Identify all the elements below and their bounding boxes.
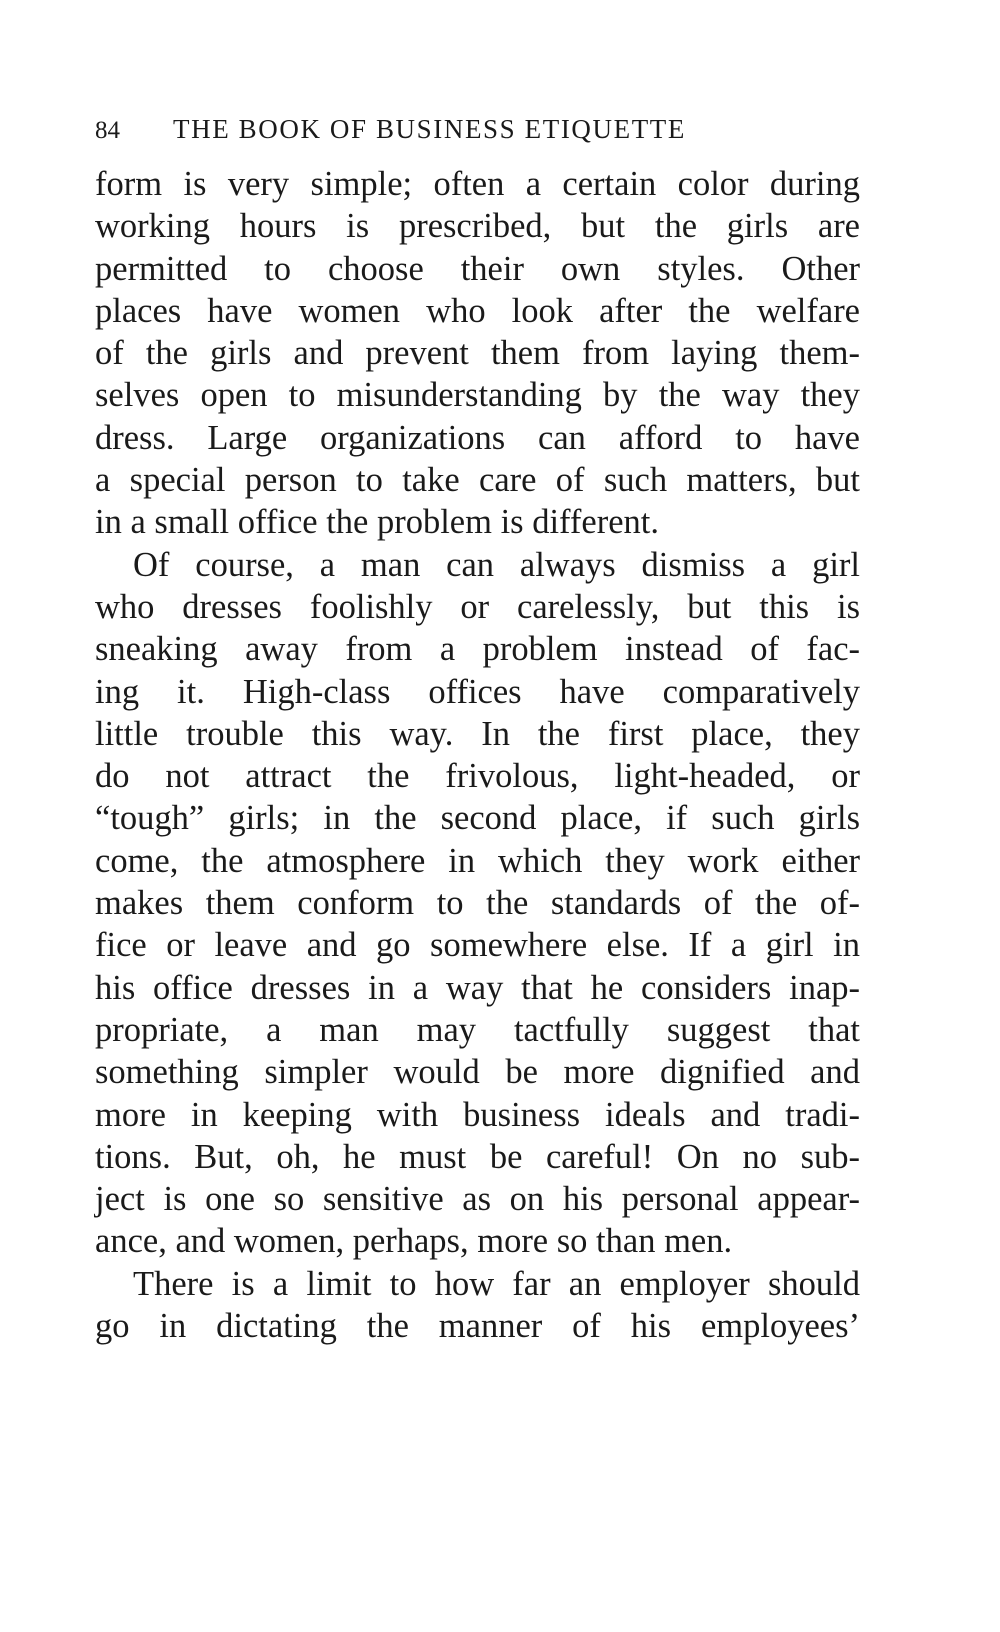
text-line: sneaking away from a problem instead of fac- xyxy=(95,630,860,669)
paragraph-end-line: ance, and women, perhaps, more so than men. xyxy=(95,1222,733,1261)
paragraph-start-line: Of course, a man can always dismiss a girl xyxy=(133,545,860,584)
page-number: 84 xyxy=(95,117,120,144)
text-line: dress. Large organizations can afford to have xyxy=(95,418,860,457)
text-line: fice or leave and go somewhere else. If a girl in xyxy=(95,926,860,965)
text-line: of the girls and prevent them from laying them- xyxy=(95,334,860,373)
text-line: go in dictating the manner of his employees’ xyxy=(95,1307,860,1346)
text-line: do not attract the frivolous, light-headed, or xyxy=(95,757,860,796)
text-line: ing it. High-class offices have comparatively xyxy=(95,672,860,711)
text-line: permitted to choose their own styles. Other xyxy=(95,249,860,288)
text-line: makes them conform to the standards of the of- xyxy=(95,884,860,923)
body-text xyxy=(95,163,860,1347)
text-line: ject is one so sensitive as on his personal appear- xyxy=(95,1180,860,1219)
running-title: THE BOOK OF BUSINESS ETIQUETTE xyxy=(173,114,686,144)
text-line: working hours is prescribed, but the girls are xyxy=(95,207,860,246)
text-line: more in keeping with business ideals and tradi- xyxy=(95,1095,860,1134)
text-line: selves open to misunderstanding by the way they xyxy=(95,376,860,415)
paragraph-end-line: in a small office the problem is different. xyxy=(95,503,659,542)
text-line: who dresses foolishly or carelessly, but this is xyxy=(95,587,860,626)
text-line: form is very simple; often a certain color during xyxy=(95,165,860,203)
text-line: a special person to take care of such matters, but xyxy=(95,461,860,500)
running-head xyxy=(95,112,865,148)
text-line: little trouble this way. In the first place, they xyxy=(95,714,860,753)
text-line: propriate, a man may tactfully suggest that xyxy=(95,1010,860,1049)
text-line: come, the atmosphere in which they work either xyxy=(95,841,860,880)
text-line: tions. But, oh, he must be careful! On no sub- xyxy=(95,1137,860,1176)
text-line: “tough” girls; in the second place, if such girls xyxy=(95,799,860,838)
text-line: his office dresses in a way that he considers inap- xyxy=(95,968,860,1007)
text-line: places have women who look after the welfare xyxy=(95,291,860,330)
text-line: something simpler would be more dignified and xyxy=(95,1053,860,1092)
paragraph-start-line: There is a limit to how far an employer should xyxy=(133,1264,860,1303)
